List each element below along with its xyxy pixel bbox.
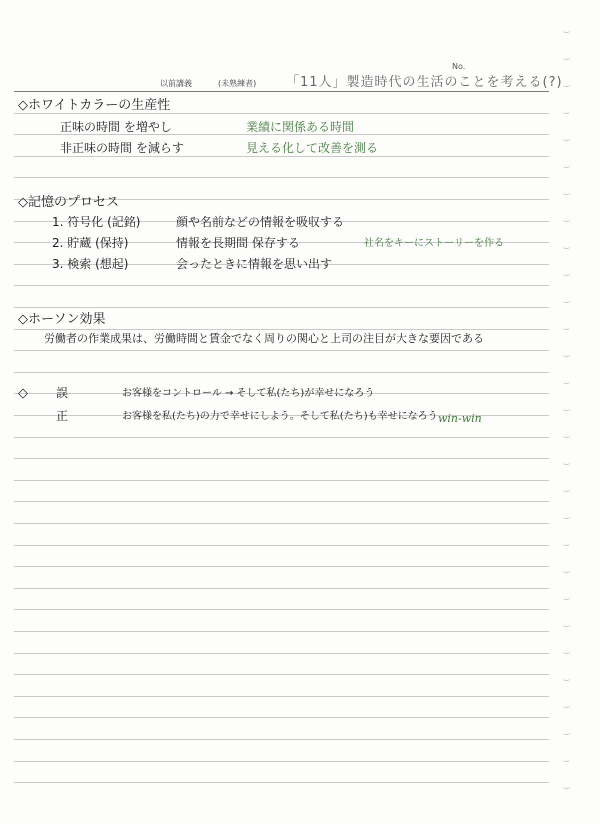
binding-ring [563,300,570,303]
memory-step-3-label: 3. 検索 (想起) [52,257,129,271]
binding-ring [563,732,570,735]
section-heading-memory-process: ◇記憶のプロセス [18,195,119,210]
binding-ring [563,165,570,168]
ruled-line [14,501,549,502]
net-time-line: 正味の時間 を増やし [60,120,172,134]
non-net-time-note: 見える化して改善を測る [246,141,379,155]
binding-ring [563,543,570,546]
wrong-label: 誤 [56,386,69,400]
memory-step-2-text: 情報を長期間 保存する [176,236,300,250]
right-statement: お客様を私(たち)の力で幸せにしよう。そして私(たち)も幸せになろう [122,411,438,422]
binding-ring [563,327,570,330]
header-small-note-1: 以前講義 [160,79,192,88]
ruled-line [14,566,549,567]
right-label: 正 [56,409,69,423]
ruled-line [14,674,549,675]
header-title: 「11人」製造時代の生活のことを考える(?) [286,75,563,90]
ruled-line [14,480,549,481]
ruled-line [14,113,549,114]
binding-ring [563,786,570,789]
wrong-statement: お客様をコントロール → そして私(たち)が幸せになろう [122,388,375,399]
ruled-line [14,631,549,632]
binding-ring [563,138,570,141]
binding-ring [563,489,570,492]
ruled-line [14,761,549,762]
net-time-note: 業績に関係ある時間 [246,120,355,134]
binding-ring [563,678,570,681]
binding-ring [563,759,570,762]
binding-ring [563,624,570,627]
binding-ring [563,111,570,114]
binding-ring [563,84,570,87]
ruled-line [14,91,549,92]
memory-step-2-note: 社名をキーにストーリーを作る [364,238,504,249]
ruled-line [14,588,549,589]
binding-ring [563,273,570,276]
binding-ring [563,570,570,573]
ruled-line [14,177,549,178]
binding-ring [563,651,570,654]
ruled-line [14,285,549,286]
header-small-note-2: (未熟練者) [218,79,257,88]
ruled-line [14,523,549,524]
ruled-line [14,437,549,438]
section-heading-hawthorne: ◇ホーソン効果 [18,312,106,327]
ruled-line [14,653,549,654]
binding-ring [563,57,570,60]
ruled-line [14,329,549,330]
binding-ring [563,30,570,33]
binding-ring [563,192,570,195]
ruled-line [14,696,549,697]
ruled-line [14,307,549,308]
win-win-note: win-win [438,412,482,425]
ruled-line [14,156,549,157]
hawthorne-description: 労働者の作業成果は、労働時間と賃金でなく周りの関心と上司の注目が大きな要因である [44,332,484,345]
ruled-line [14,609,549,610]
ruled-line [14,134,549,135]
binding-ring [563,381,570,384]
binding-ring [563,219,570,222]
ruled-line [14,372,549,373]
binding-ring [563,705,570,708]
section-heading-bullet: ◇ [18,386,28,401]
memory-step-1-label: 1. 符号化 (記銘) [52,215,141,229]
binding-ring [563,246,570,249]
ruled-line [14,545,549,546]
binding-ring [563,462,570,465]
non-net-time-line: 非正味の時間 を減らす [60,141,184,155]
ruled-line [14,350,549,351]
binding-ring [563,408,570,411]
ruled-line [14,458,549,459]
page-number-label: No. [452,62,466,71]
binding-ring [563,516,570,519]
ruled-line [14,782,549,783]
binding-ring [563,597,570,600]
memory-step-3-text: 会ったときに情報を思い出す [176,257,333,271]
ruled-line [14,739,549,740]
memory-step-1-text: 顔や名前などの情報を吸収する [176,215,345,229]
binding-ring [563,354,570,357]
ruled-line [14,717,549,718]
binding-ring [563,435,570,438]
section-heading-white-collar: ◇ホワイトカラーの生産性 [18,98,171,113]
memory-step-2-label: 2. 貯蔵 (保持) [52,236,129,250]
